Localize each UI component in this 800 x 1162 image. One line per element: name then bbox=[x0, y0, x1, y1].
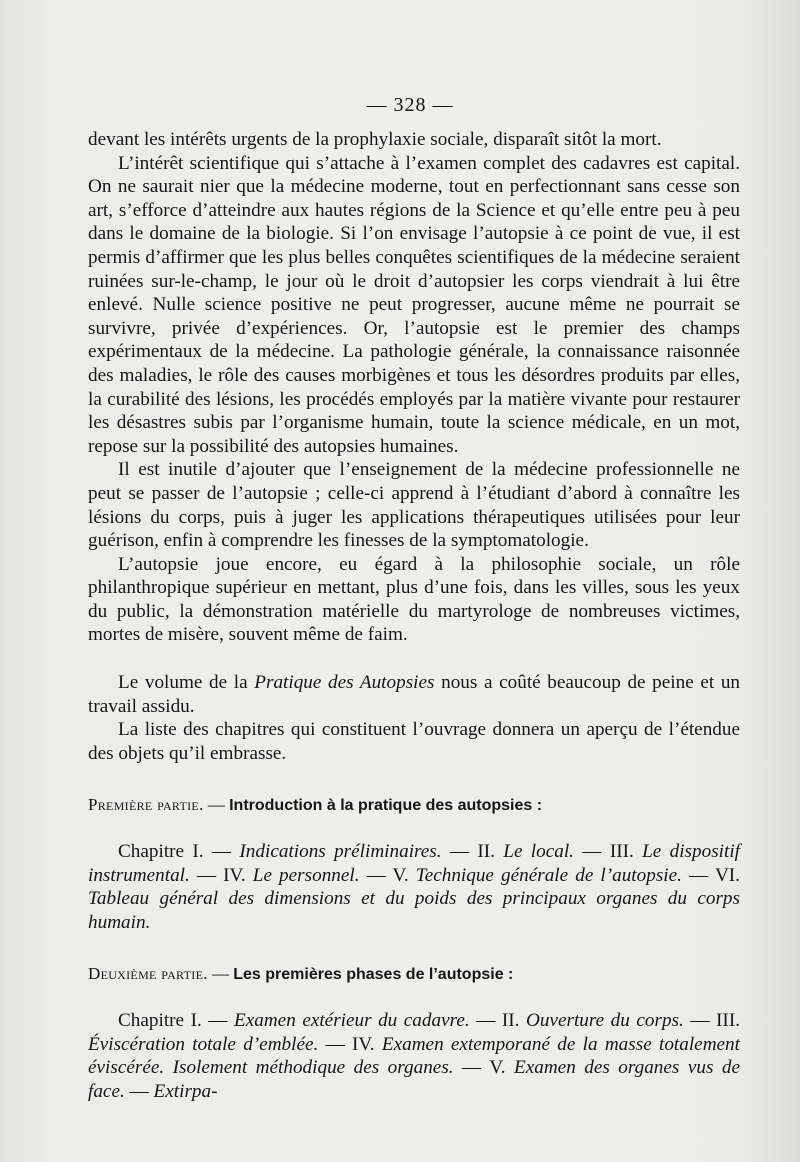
part-label: Première partie. bbox=[88, 795, 204, 815]
chapter-title: Examen des organes vus de face. bbox=[88, 1057, 740, 1102]
volume-text-before: Le volume de la bbox=[118, 672, 255, 694]
chapter-number: — IV. bbox=[318, 1033, 382, 1055]
chapter-number: — V. bbox=[359, 864, 416, 886]
chapter-title: Le personnel. bbox=[252, 864, 360, 886]
section-gap bbox=[88, 818, 740, 840]
part-label: Deuxième partie. bbox=[88, 964, 208, 984]
part-dash: — bbox=[207, 964, 234, 984]
paragraph-continuation: devant les intérêts urgents de la prophylaxie sociale, disparaît sitôt la mort. bbox=[88, 129, 662, 150]
chapter-number: — II. bbox=[469, 1010, 526, 1031]
chapter-list bbox=[88, 1009, 740, 1103]
chapter-title: Examen extemporané de la masse totalement éviscérée. Isolement méthodique des organes. bbox=[88, 1033, 740, 1079]
section-gap bbox=[88, 934, 740, 962]
chapter-title: Indications préliminaires. bbox=[239, 841, 442, 863]
paragraph: L’intérêt scientifique qui s’attache à l’examen complet des cadavres est capital. On ne saurait nier que la médecine moderne, tout en perfectionnant sans cesse son art, s’efforce d’atteindre aux hautes régions de la Science et qu’elle entre peu à peu dans le domaine de la biologie. Si l’on envisage l’autopsie à ce point de vue, il est permis d’affirmer que les plus belles conquêtes scientifiques de la médecine seraient ruinées sur-le-champ, le jour où le droit d’autopsier les corps viendrait à lui être enlevé. Nulle science positive ne peut progresser, aucune même ne pourrait se survivre, privée d’expériences. Or, l’autopsie est le premier des champs expérimentaux de la médecine. La pathologie générale, la connaissance raisonnée des maladies, le rôle des causes morbigènes et tous les désordres produits par elles, la curabilité des lésions, les procédés employés par la matière vivante pour restaurer les désastres subis par l’organisme humain, toute la science médicale, en un mot, repose sur la possibilité des autopsies humaines. bbox=[88, 152, 740, 457]
chapter-number: — IV. bbox=[189, 864, 253, 886]
chapter-number: — bbox=[124, 1080, 154, 1102]
part-heading bbox=[88, 793, 740, 818]
chapter-title: Technique générale de l’autopsie. bbox=[415, 864, 682, 886]
page-number: — 328 — bbox=[366, 94, 454, 116]
paragraph-volume bbox=[88, 671, 740, 718]
part-title: Introduction à la pratique des autopsies : bbox=[229, 797, 543, 815]
chapter-number: — VI. bbox=[681, 864, 740, 886]
chapter-list bbox=[88, 840, 740, 934]
chapter-title: Extirpa- bbox=[153, 1080, 218, 1102]
chapter-number: Chapitre I. — bbox=[118, 841, 240, 863]
chapter-number: Chapitre I. — bbox=[118, 1010, 234, 1031]
section-gap bbox=[88, 647, 740, 671]
section-gap bbox=[88, 765, 740, 793]
body-text bbox=[88, 128, 740, 1103]
part-dash: — bbox=[203, 795, 230, 815]
chapter-title: Examen extérieur du cadavre. bbox=[234, 1010, 470, 1031]
section-gap bbox=[88, 987, 740, 1009]
part-title: Les premières phases de l’autopsie : bbox=[233, 966, 514, 984]
volume-text-after: nous a coûté beaucoup de peine et un travail assidu. bbox=[88, 672, 741, 717]
chapter-title: Le local. bbox=[503, 841, 574, 863]
book-title: Pratique des Autopsies bbox=[254, 672, 435, 694]
chapter-number: — V. bbox=[453, 1057, 514, 1079]
chapter-number: — III. bbox=[683, 1010, 740, 1031]
chapter-number: — II. bbox=[441, 841, 504, 863]
paragraph: Il est inutile d’ajouter que l’enseignement de la médecine professionnelle ne peut se passer de l’autopsie ; celle-ci apprend à l’étudiant d’abord à connaître les lésions du corps, puis à juger les applications thérapeutiques utilisées pour leur guérison, enfin à comprendre les finesses de la symptomatologie. bbox=[88, 459, 740, 552]
chapter-title: Ouverture du corps. bbox=[526, 1010, 684, 1031]
chapter-title: Tableau général des dimensions et du poids des principaux organes du corps humain. bbox=[88, 888, 740, 933]
chapter-title: Éviscération totale d’emblée. bbox=[88, 1033, 319, 1055]
chapter-title: Le dispositif instrumental. bbox=[88, 841, 740, 886]
chapter-number: — III. bbox=[573, 841, 643, 863]
part-heading bbox=[88, 962, 740, 987]
paragraph-list-intro: La liste des chapitres qui constituent l’ouvrage donnera un aperçu de l’étendue des objets qu’il embrasse. bbox=[88, 719, 740, 764]
paragraph: L’autopsie joue encore, eu égard à la philosophie sociale, un rôle philanthropique supérieur en mettant, plus d’une fois, dans les villes, sous les yeux du public, la démonstration matérielle du martyrologe de nombreuses victimes, mortes de misère, souvent même de faim. bbox=[88, 553, 740, 646]
